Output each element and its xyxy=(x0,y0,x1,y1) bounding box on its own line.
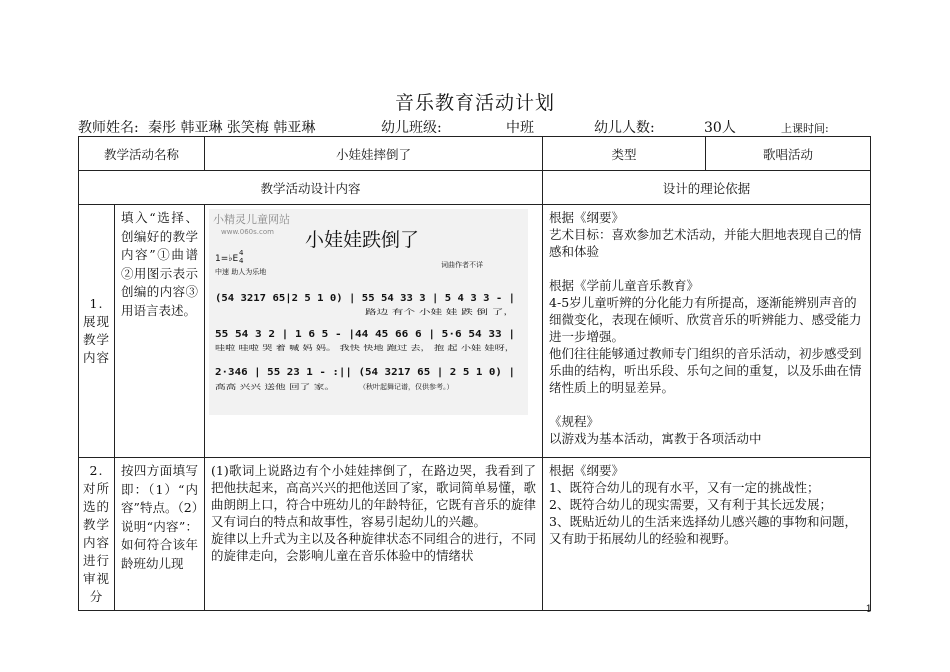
count-value: 30人 xyxy=(704,120,736,136)
row2-instruction: 按四方面填写即：（1）“内容”特点。（2）说明“内容”：如何符合该年龄班幼儿现 xyxy=(115,458,205,611)
theory-line: 根据《纲要》 xyxy=(549,210,625,225)
content-paragraph: 旋律以上升式为主以及各种旋律状态不同组合的进行，不同的旋律走向，会影响儿童在音乐体验中的情绪状 xyxy=(211,531,537,563)
score-key: 1=♭E xyxy=(215,254,239,264)
activity-name-label: 教学活动名称 xyxy=(79,137,205,171)
info-line xyxy=(78,117,878,137)
lyrics-line-2: 哇啦 哇啦 哭 着 喊 妈 妈。 我快 快地 跑过 去， 抱 起 小娃 娃呀， xyxy=(215,344,422,352)
music-score xyxy=(209,209,528,415)
lyrics-line-3: 高高 兴兴 送他 回了 家。 xyxy=(215,383,294,391)
row-content-2 xyxy=(79,458,871,611)
theory-header: 设计的理论依据 xyxy=(543,171,871,205)
theory-line: 2、既符合幼儿的现实需要，又有利于其长远发展； xyxy=(549,497,832,512)
theory-line: 他们往往能够通过教师专门组织的音乐活动，初步感受到乐曲的结构，听出乐段、乐句之间的重复，以及乐曲在情绪性质上的明显差异。 xyxy=(549,346,862,395)
theory-line: 1、既符合幼儿的现有水平，又有一定的挑战性； xyxy=(549,480,820,495)
type-label: 类型 xyxy=(543,137,706,171)
row-content-1 xyxy=(79,205,871,458)
class-label: 幼儿班级: xyxy=(381,120,442,136)
credit: 词曲作者不详 xyxy=(441,261,484,269)
row2-head: 2.对所选的教学内容进行审视分 xyxy=(79,458,115,611)
count-label: 幼儿人数: xyxy=(594,120,655,136)
activity-name-value: 小娃娃摔倒了 xyxy=(205,137,543,171)
time-label: 上课时间: xyxy=(781,122,829,135)
notes-line-3: 2·346 | 55 23 1 - :|| (54 3217 65 | 2 5 1 0) | xyxy=(215,367,516,378)
notes-line-1: (54 3217 65|2 5 1 0) | 55 54 33 3 | 5 4 3 3 - | xyxy=(215,293,516,304)
lyrics-line-1: 路边 有个 小娃 娃 跌 倒 了， xyxy=(365,308,456,316)
row-headers xyxy=(79,171,871,205)
watermark: 小精灵儿童网站 xyxy=(213,213,291,226)
teachers-value: 秦彤 韩亚琳 张笑梅 韩亚琳 xyxy=(148,120,316,136)
song-title: 小娃娃跌倒了 xyxy=(305,229,420,251)
teachers-label: 教师姓名: xyxy=(78,120,139,136)
plan-table xyxy=(78,136,871,611)
row1-theory xyxy=(543,205,871,458)
score-image xyxy=(209,209,528,415)
page-number: 1 xyxy=(865,604,872,615)
tempo-mark: 中速 助人为乐地 xyxy=(215,268,267,276)
theory-line: 根据《纲要》 xyxy=(549,463,625,478)
row1-instruction: 填入“选择、创编好的教学内容”①曲谱②用图示表示创编的内容③用语言表述。 xyxy=(115,205,205,458)
watermark-url: www.060s.com xyxy=(221,228,274,236)
theory-line: 4-5岁儿童听辨的分化能力有所提高，逐渐能辨别声音的细微变化，表现在倾听、欣赏音乐的听辨能力、感受能力进一步增强。 xyxy=(549,295,862,344)
meter-top: 4 xyxy=(239,249,244,257)
class-value: 中班 xyxy=(506,120,534,136)
theory-line: 《规程》 xyxy=(549,414,600,429)
design-header: 教学活动设计内容 xyxy=(79,171,543,205)
theory-line: 3、既贴近幼儿的生活来选择幼儿感兴趣的事物和问题，又有助于拓展幼儿的经验和视野。 xyxy=(549,514,857,546)
row1-head: 1.展现教学内容 xyxy=(79,205,115,458)
meter-bottom: 4 xyxy=(239,257,244,265)
row2-theory xyxy=(543,458,871,611)
score-note: （秋叶起舞记谱，仅供参考。） xyxy=(359,383,454,391)
page-title: 音乐教育活动计划 xyxy=(394,92,555,114)
row2-content xyxy=(205,458,543,611)
type-value: 歌唱活动 xyxy=(706,137,871,171)
score-cell xyxy=(205,205,543,458)
notes-line-2: 55 54 3 2 | 1 6 5 - |44 45 66 6 | 5·6 54 33 | xyxy=(215,329,516,340)
theory-line: 艺术目标：喜欢参加艺术活动，并能大胆地表现自己的情感和体验 xyxy=(549,227,862,259)
theory-spacer xyxy=(549,396,864,413)
theory-spacer xyxy=(549,260,864,277)
theory-line: 以游戏为基本活动，寓教于各项活动中 xyxy=(549,431,762,446)
content-paragraph: (1)歌词上说路边有个小娃娃摔倒了，在路边哭，我看到了把他扶起来，高高兴兴的把他送回了家，歌词简单易懂，歌曲朗朗上口，符合中班幼儿的年龄特征，它既有音乐的旋律又有词白的特点和故事性，容易引起幼儿的兴趣。 xyxy=(211,463,537,529)
row-activity-name xyxy=(79,137,871,171)
theory-line: 根据《学前儿童音乐教育》 xyxy=(549,278,700,293)
